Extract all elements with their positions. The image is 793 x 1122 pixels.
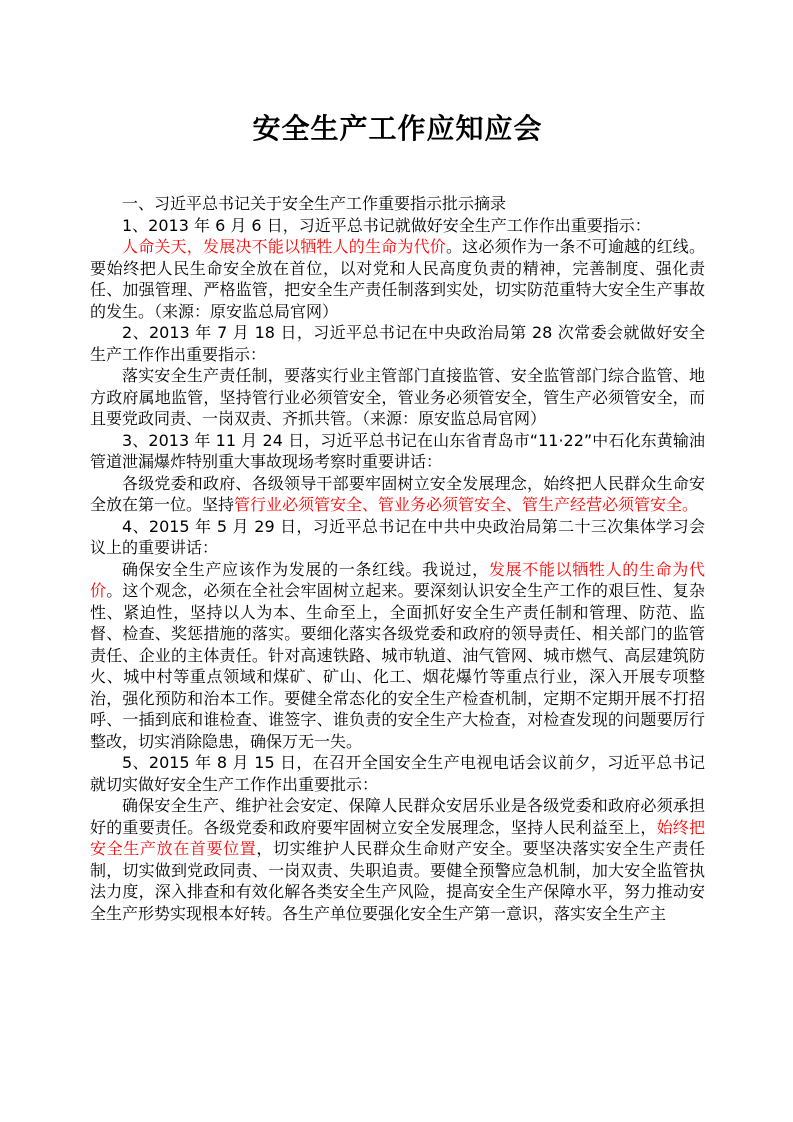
item-1-quote-rest: 。这必须作为一条不可逾越的红线。要始终把人民生命安全放在首位，以对党和人民高度负责的精神，完善制度、强化责任、加强管理、严格监管，把安全生产责任制落到实处，切实防范重特大安全生产事故的发生。（来源：原安监总局官网） [90, 237, 705, 321]
document-body [90, 193, 705, 924]
item-5-quote-rest: ，切实维护人民群众生命财产安全。要坚决落实安全生产责任制，切实做到党政同责、一岗双责、失职追责。要健全预警应急机制，加大安全监管执法力度，深入排查和有效化解各类安全生产风险，提高安全生产保障水平，努力推动安全生产形势实现根本好转。各生产单位要强化安全生产第一意识，落实安全生产主 [90, 839, 705, 923]
item-1-quote [90, 236, 705, 322]
item-5-date-text: 5、2015 年 8 月 15 日，在召开全国安全生产电视电话会议前夕，习近平总书记就切实做好安全生产工作作出重要批示： [90, 753, 705, 794]
item-5-quote-highlight: 始终把安全生产放在首要位置 [90, 817, 705, 858]
item-4-quote-lead: 确保安全生产应该作为发展的一条红线。我说过， [122, 559, 489, 579]
item-4-date-line [90, 516, 705, 559]
section-heading-text: 一、习近平总书记关于安全生产工作重要指示批示摘录 [122, 194, 507, 213]
item-2-date-text: 2、2013 年 7 月 18 日，习近平总书记在中央政治局第 28 次常委会就做好安全生产工作作出重要指示： [90, 323, 705, 364]
section-heading [90, 193, 705, 215]
item-3-quote-highlight: 管行业必须管安全、管业务必须管安全、管生产经营必须管安全。 [234, 495, 699, 514]
item-5-date-line [90, 752, 705, 795]
item-1-quote-highlight: 人命关天，发展决不能以牺牲人的生命为代价 [122, 237, 446, 256]
item-1-date-line [90, 215, 705, 237]
item-1-date-text: 1、2013 年 6 月 6 日，习近平总书记就做好安全生产工作作出重要指示： [122, 215, 651, 235]
item-4-quote-rest: 。这个观念，必须在全社会牢固树立起来。要深刻认识安全生产工作的艰巨性、复杂性、紧迫性，坚持以人为本、生命至上，全面抓好安全生产责任制和管理、防范、监督、检查、奖惩措施的落实。要细化落实各级党委和政府的领导责任、相关部门的监管责任、企业的主体责任。针对高速铁路、城市轨道、油气管网、城市燃气、高层建筑防火、城中村等重点领域和煤矿、矿山、化工、烟花爆竹等重点行业，深入开展专项整治，强化预防和治本工作。要健全常态化的安全生产检查机制，定期不定期开展不打招呼、一插到底和谁检查、谁签字、谁负责的安全生产大检查，对检查发现的问题要厉行整改，切实消除隐患，确保万无一失。 [90, 581, 705, 751]
item-5-quote [90, 795, 705, 924]
item-4-quote [90, 559, 705, 753]
document-title: 安全生产工作应知应会 [252, 112, 543, 145]
item-4-quote-highlight: 发展不能以牺牲人的生命为代价 [90, 559, 705, 600]
item-5-quote-lead: 确保安全生产、维护社会安定、保障人民群众安居乐业是各级党委和政府必须承担好的重要责任。各级党委和政府要牢固树立安全发展理念，坚持人民利益至上， [90, 796, 705, 837]
item-2-quote-text: 落实安全生产责任制，要落实行业主管部门直接监管、安全监管部门综合监管、地方政府属地监管，坚持管行业必须管安全，管业务必须管安全，管生产必须管安全，而且要党政同责、一岗双责、齐抓共管。（来源：原安监总局官网） [90, 366, 705, 428]
item-2-date-line [90, 322, 705, 365]
item-2-quote [90, 365, 705, 430]
item-3-date-line [90, 430, 705, 473]
item-4-date-text: 4、2015 年 5 月 29 日，习近平总书记在中共中央政治局第二十三次集体学习会议上的重要讲话： [90, 516, 705, 557]
item-3-quote [90, 473, 705, 516]
item-3-date-text: 3、2013 年 11 月 24 日，习近平总书记在山东省青岛市“11·22”中石化东黄输油管道泄漏爆炸特别重大事故现场考察时重要讲话： [90, 430, 705, 471]
item-3-quote-lead: 各级党委和政府、各级领导干部要牢固树立安全发展理念，始终把人民群众生命安全放在第一位。坚持 [90, 473, 705, 514]
